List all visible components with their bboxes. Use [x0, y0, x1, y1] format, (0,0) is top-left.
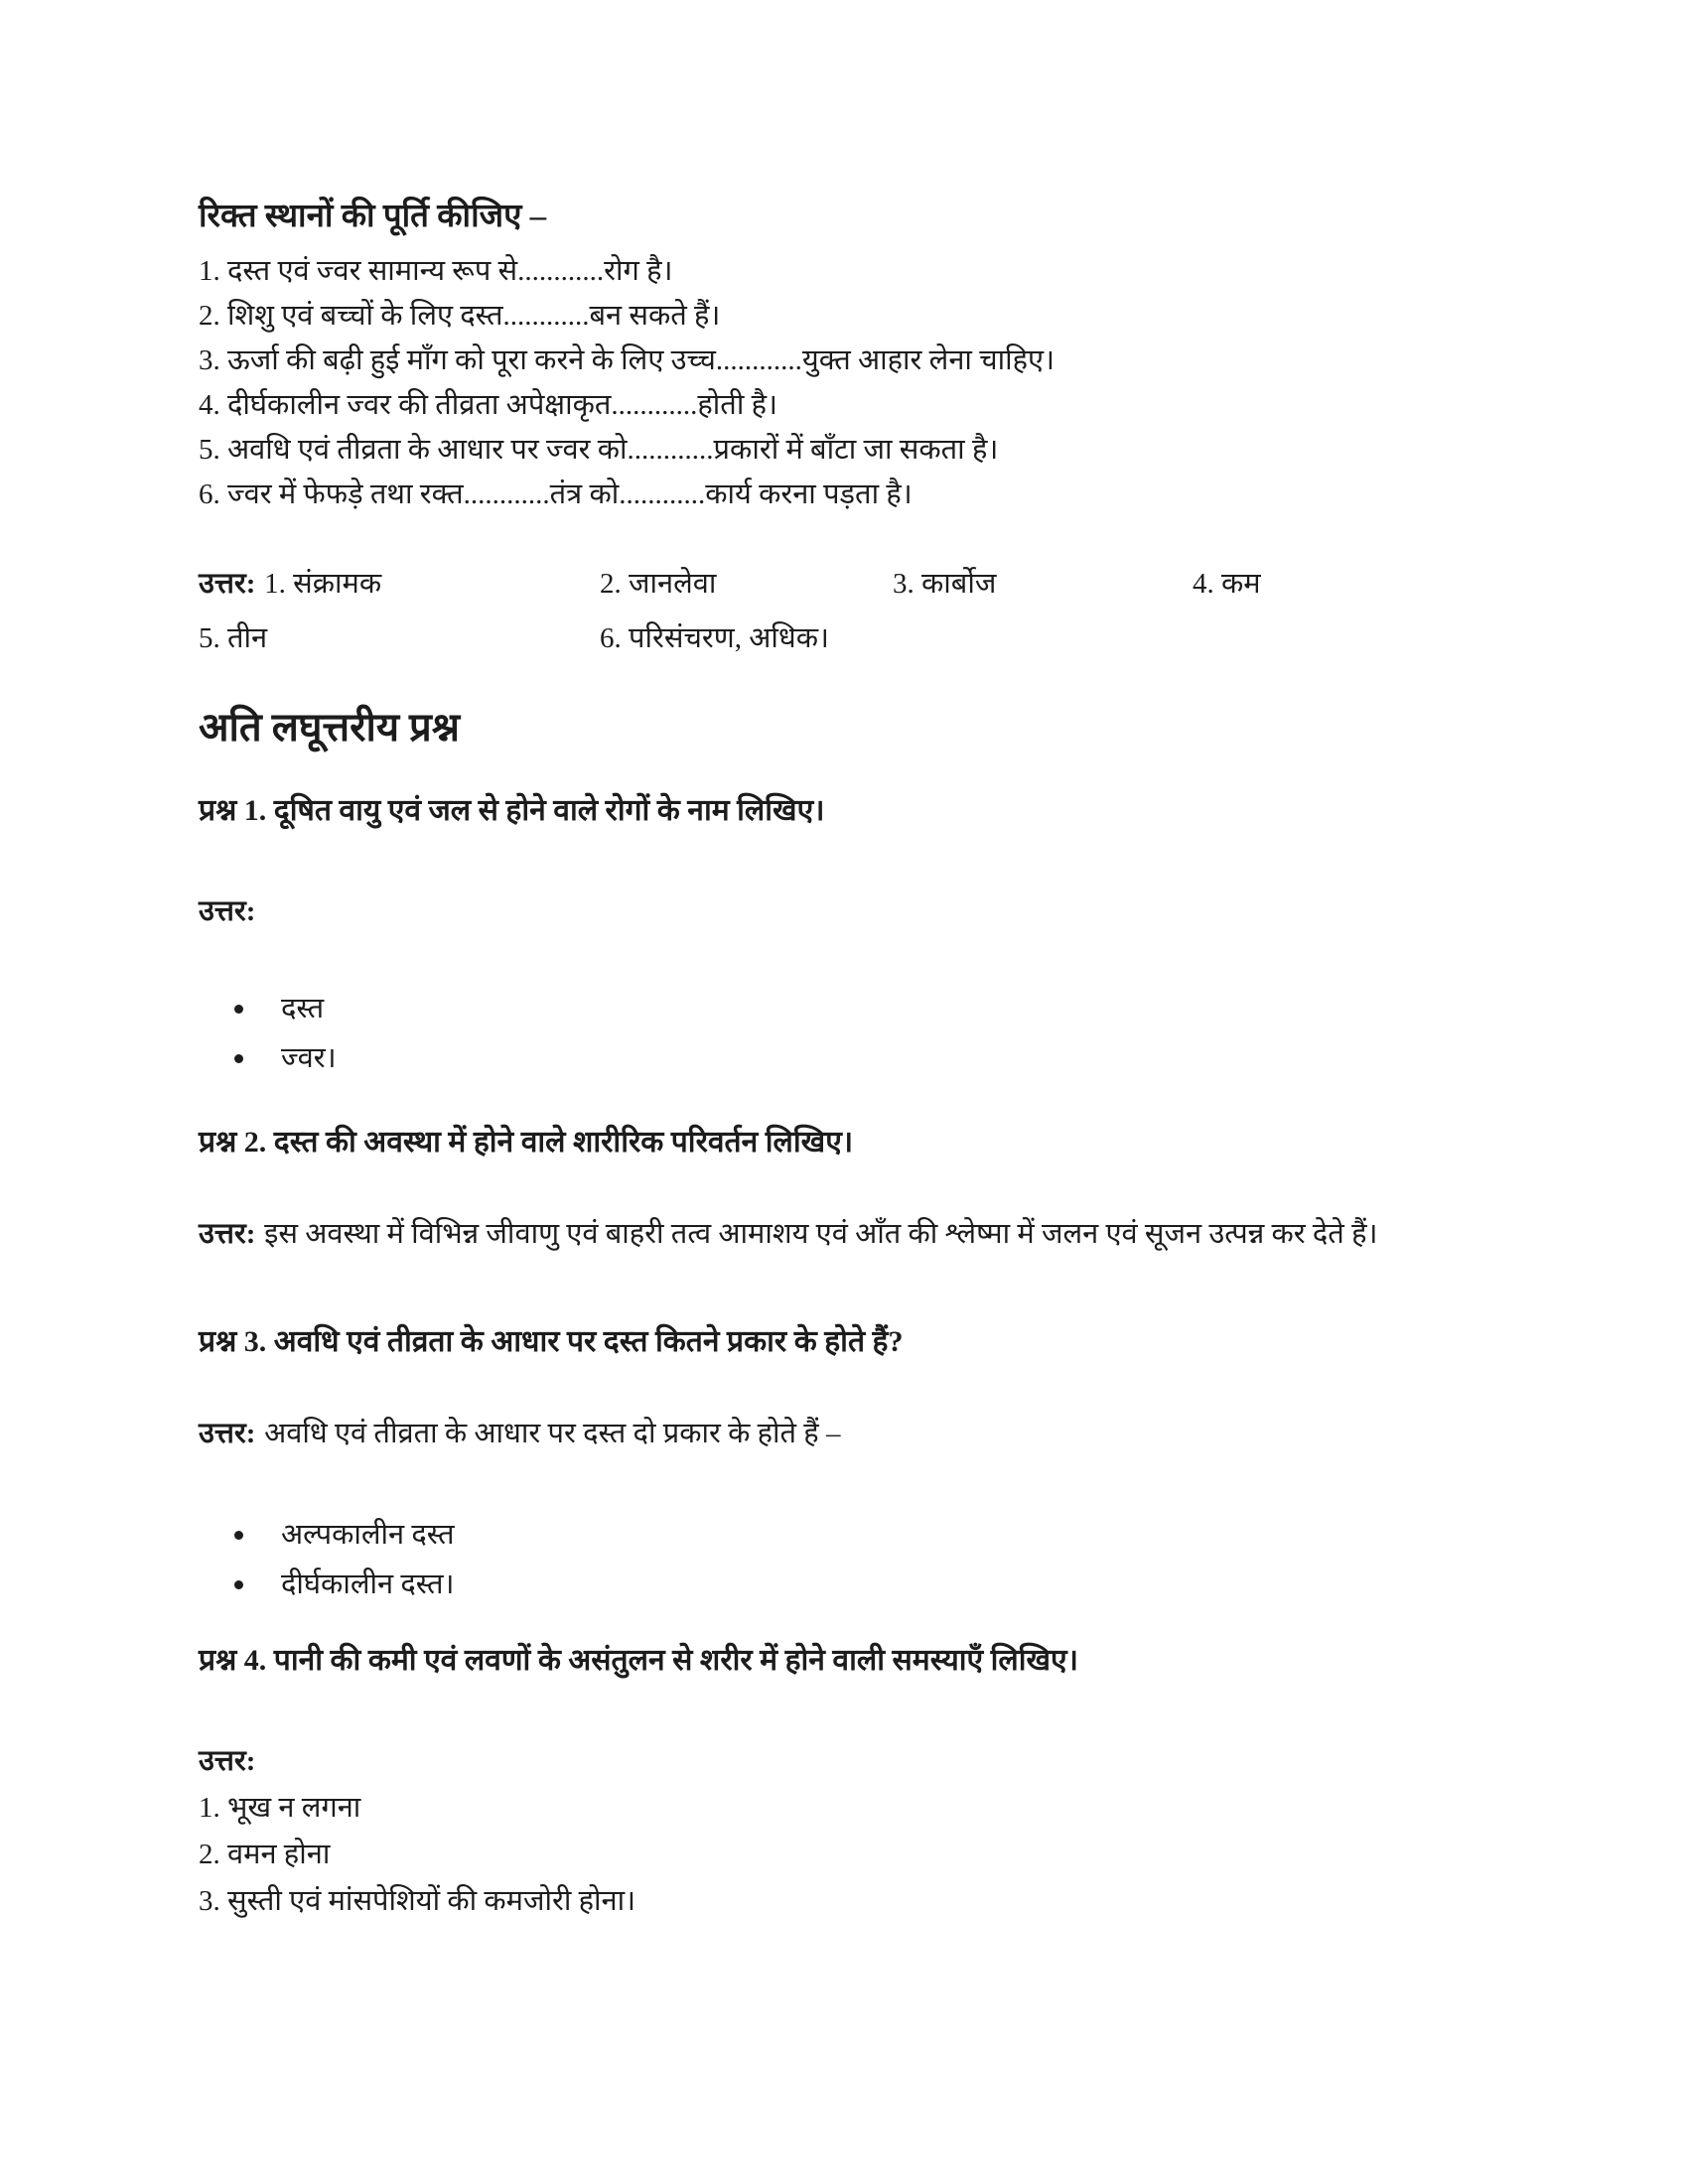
question-2: प्रश्न 2. दस्त की अवस्था में होने वाले शारीरिक परिवर्तन लिखिए। — [199, 1126, 854, 1159]
section-heading: अति लघूत्तरीय प्रश्न — [199, 705, 461, 750]
fill-blank-item-2: 2. शिशु एवं बच्चों के लिए दस्त............बन सकते हैं। — [199, 300, 721, 332]
numbered-item-2: 2. वमन होना — [199, 1839, 331, 1870]
answer-cell-1 — [199, 562, 600, 607]
answer-label-line-4 — [199, 1738, 1489, 1785]
answer-label: उत्तर: — [199, 1418, 256, 1449]
bullet-item: ज्वर। — [234, 1033, 1489, 1083]
bullet-item: अल्पकालीन दस्त — [234, 1510, 1489, 1560]
qa-block-3 — [199, 1318, 1489, 1609]
answer-line-3 — [199, 1411, 1489, 1456]
qa-block-1 — [199, 787, 1489, 1083]
answer-paragraph-2 — [199, 1211, 1489, 1257]
fill-blank-item-4: 4. दीर्घकालीन ज्वर की तीव्रता अपेक्षाकृत............होती है। — [199, 389, 777, 421]
answer-cell-3: 3. कार्बोज — [893, 568, 997, 600]
fill-blanks-section — [199, 195, 1489, 661]
numbered-item-3: 3. सुस्ती एवं मांसपेशियों की कमजोरी होना। — [199, 1885, 636, 1917]
answer-cell-empty-2 — [1193, 616, 1489, 661]
document-page — [199, 195, 1489, 1925]
answer-bullet-list-3 — [199, 1510, 1489, 1609]
qa-block-2 — [199, 1119, 1489, 1257]
answer-text-2: इस अवस्था में विभिन्न जीवाणु एवं बाहरी तत्व आमाशय एवं आँत की श्लेष्मा में जलन एवं सूजन उत्पन्न कर देते हैं। — [264, 1218, 1378, 1250]
fill-blanks-answers — [199, 562, 1489, 661]
answer-numbered-list-4 — [199, 1738, 1489, 1925]
answer-text-3: अवधि एवं तीव्रता के आधार पर दस्त दो प्रकार के होते हैं – — [264, 1418, 841, 1449]
question-4: प्रश्न 4. पानी की कमी एवं लवणों के असंतुलन से शरीर में होने वाली समस्याएँ लिखिए। — [199, 1644, 1079, 1677]
question-3: प्रश्न 3. अवधि एवं तीव्रता के आधार पर दस्त कितने प्रकार के होते हैं? — [199, 1325, 904, 1358]
answer-value-1: 1. संक्रामक — [264, 568, 382, 600]
bullet-item: दीर्घकालीन दस्त। — [234, 1560, 1489, 1609]
question-1: प्रश्न 1. दूषित वायु एवं जल से होने वाले रोगों के नाम लिखिए। — [199, 794, 825, 827]
fill-blank-item-3: 3. ऊर्जा की बढ़ी हुई माँग को पूरा करने के लिए उच्च............युक्त आहार लेना चाहिए। — [199, 344, 1055, 376]
fill-blank-item-6: 6. ज्वर में फेफड़े तथा रक्त............तंत्र को............कार्य करना पड़ता है। — [199, 478, 913, 510]
bullet-item: दस्त — [234, 984, 1489, 1033]
fill-blank-item-5: 5. अवधि एवं तीव्रता के आधार पर ज्वर को............प्रकारों में बाँटा जा सकता है। — [199, 434, 999, 466]
answer-label: उत्तर: — [199, 1218, 256, 1250]
answer-label-line-1 — [199, 889, 1489, 934]
answer-label: उत्तर: — [199, 895, 256, 927]
numbered-item-1: 1. भूख न लगना — [199, 1792, 361, 1824]
fill-blank-item-1: 1. दस्त एवं ज्वर सामान्य रूप से............रोग है। — [199, 255, 673, 287]
qa-block-4 — [199, 1637, 1489, 1925]
answer-cell-4: 4. कम — [1193, 568, 1261, 600]
fill-blanks-heading: रिक्त स्थानों की पूर्ति कीजिए – — [199, 199, 547, 234]
answer-cell-6: 6. परिसंचरण, अधिक। — [600, 622, 829, 654]
answer-cell-2: 2. जानलेवा — [600, 568, 717, 600]
answer-cell-5: 5. तीन — [199, 622, 268, 654]
answer-label: उत्तर: — [199, 568, 256, 600]
answer-label: उत्तर: — [199, 1745, 256, 1777]
answer-cell-empty-1 — [893, 616, 1193, 661]
answer-bullet-list-1 — [199, 984, 1489, 1083]
